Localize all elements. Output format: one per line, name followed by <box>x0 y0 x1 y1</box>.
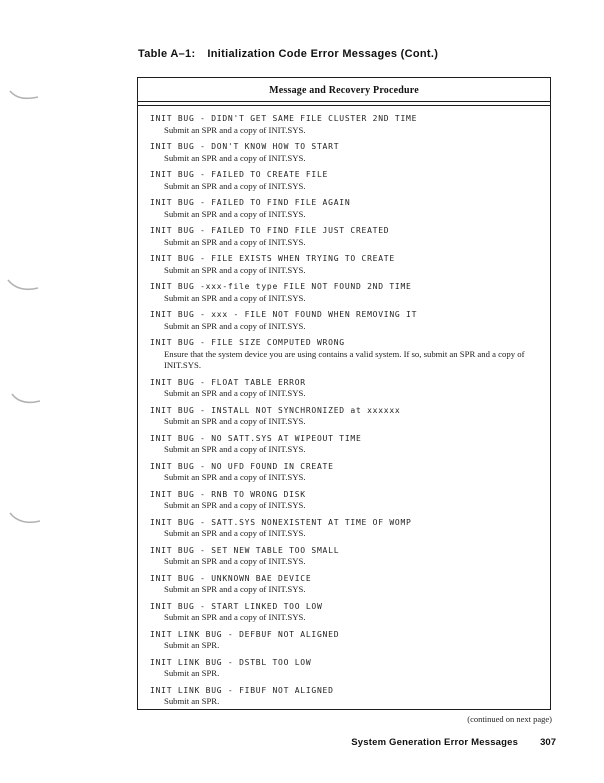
recovery-procedure: Submit an SPR. <box>164 668 220 678</box>
footer-section-title: System Generation Error Messages <box>351 737 519 748</box>
recovery-procedure: Submit an SPR and a copy of INIT.SYS. <box>164 584 306 594</box>
table-row <box>150 629 542 652</box>
table-row <box>150 489 542 512</box>
error-message: INIT BUG - RNB TO WRONG DISK <box>150 489 306 499</box>
error-message: INIT BUG - xxx - FILE NOT FOUND WHEN REMOVING IT <box>150 310 418 319</box>
pencil-mark <box>8 280 38 289</box>
table-row <box>150 685 542 708</box>
table-caption-title: Initialization Code Error Messages (Cont.) <box>207 48 439 60</box>
page-footer <box>351 737 556 748</box>
table-row <box>150 113 542 136</box>
recovery-procedure: Submit an SPR and a copy of INIT.SYS. <box>164 612 306 622</box>
error-message: INIT BUG - FAILED TO FIND FILE AGAIN <box>150 198 351 207</box>
table-row <box>150 337 542 372</box>
recovery-procedure: Submit an SPR and a copy of INIT.SYS. <box>164 320 306 331</box>
error-messages-table <box>137 77 551 710</box>
error-message: INIT BUG - FLOAT TABLE ERROR <box>150 377 306 387</box>
recovery-procedure: Submit an SPR. <box>164 640 220 650</box>
recovery-procedure: Submit an SPR and a copy of INIT.SYS. <box>164 416 306 426</box>
error-message: INIT BUG -xxx-file type FILE NOT FOUND 2ND TIME <box>150 282 412 291</box>
error-message: INIT BUG - SATT.SYS NONEXISTENT AT TIME OF WOMP <box>150 517 412 527</box>
error-message: INIT LINK BUG - DEFBUF NOT ALIGNED <box>150 629 340 639</box>
error-message: INIT BUG - NO UFD FOUND IN CREATE <box>150 461 334 471</box>
recovery-procedure: Submit an SPR. <box>164 696 220 706</box>
pencil-marks <box>0 0 60 560</box>
table-row <box>150 225 542 248</box>
recovery-procedure: Submit an SPR and a copy of INIT.SYS. <box>164 292 306 303</box>
recovery-procedure: Submit an SPR and a copy of INIT.SYS. <box>164 236 306 247</box>
table-row <box>150 197 542 220</box>
table-row <box>150 405 542 428</box>
table-row <box>150 657 542 680</box>
error-message: INIT BUG - NO SATT.SYS AT WIPEOUT TIME <box>150 433 362 443</box>
error-message: INIT BUG - INSTALL NOT SYNCHRONIZED at xxxxxx <box>150 405 401 415</box>
recovery-procedure: Submit an SPR and a copy of INIT.SYS. <box>164 180 306 191</box>
table-row <box>150 433 542 456</box>
table-caption-number: Table A–1: <box>138 48 196 60</box>
table-row <box>150 461 542 484</box>
error-message: INIT BUG - FAILED TO FIND FILE JUST CREATED <box>150 226 390 235</box>
error-message: INIT BUG - UNKNOWN BAE DEVICE <box>150 573 312 583</box>
table-row <box>150 169 542 192</box>
table-row <box>150 253 542 276</box>
footer-page-number: 307 <box>540 737 556 748</box>
table-row <box>150 517 542 540</box>
pencil-mark <box>10 91 38 98</box>
recovery-procedure: Submit an SPR and a copy of INIT.SYS. <box>164 444 306 454</box>
error-message: INIT BUG - FAILED TO CREATE FILE <box>150 170 329 179</box>
table-row <box>150 377 542 400</box>
recovery-procedure: Submit an SPR and a copy of INIT.SYS. <box>164 124 306 135</box>
table-row <box>150 545 542 568</box>
error-message: INIT BUG - FILE EXISTS WHEN TRYING TO CREATE <box>150 254 395 263</box>
recovery-procedure: Ensure that the system device you are using contains a valid system. If so, submit an SPR and a copy of INIT.SYS. <box>164 348 525 370</box>
table-row <box>150 309 542 332</box>
table-row <box>150 601 542 624</box>
error-message: INIT BUG - FILE SIZE COMPUTED WRONG <box>150 338 345 347</box>
error-message: INIT LINK BUG - FIBUF NOT ALIGNED <box>150 685 334 695</box>
recovery-procedure: Submit an SPR and a copy of INIT.SYS. <box>164 500 306 510</box>
table-caption <box>138 48 438 60</box>
table-row <box>150 141 542 164</box>
continuation-note: (continued on next page) <box>467 714 552 724</box>
recovery-procedure: Submit an SPR and a copy of INIT.SYS. <box>164 556 306 566</box>
error-message: INIT BUG - START LINKED TOO LOW <box>150 601 323 611</box>
recovery-procedure: Submit an SPR and a copy of INIT.SYS. <box>164 208 306 219</box>
table-column-header: Message and Recovery Procedure <box>269 85 419 96</box>
table-row <box>150 573 542 596</box>
recovery-procedure: Submit an SPR and a copy of INIT.SYS. <box>164 388 306 398</box>
table-row <box>150 281 542 304</box>
recovery-procedure: Submit an SPR and a copy of INIT.SYS. <box>164 152 306 163</box>
error-message: INIT BUG - SET NEW TABLE TOO SMALL <box>150 545 340 555</box>
pencil-mark <box>10 513 40 522</box>
error-message: INIT LINK BUG - DSTBL TOO LOW <box>150 657 312 667</box>
error-message: INIT BUG - DON'T KNOW HOW TO START <box>150 142 340 151</box>
error-message: INIT BUG - DIDN'T GET SAME FILE CLUSTER 2ND TIME <box>150 114 418 123</box>
recovery-procedure: Submit an SPR and a copy of INIT.SYS. <box>164 264 306 275</box>
recovery-procedure: Submit an SPR and a copy of INIT.SYS. <box>164 528 306 538</box>
table-body <box>138 106 550 708</box>
recovery-procedure: Submit an SPR and a copy of INIT.SYS. <box>164 472 306 482</box>
pencil-mark <box>12 394 40 402</box>
